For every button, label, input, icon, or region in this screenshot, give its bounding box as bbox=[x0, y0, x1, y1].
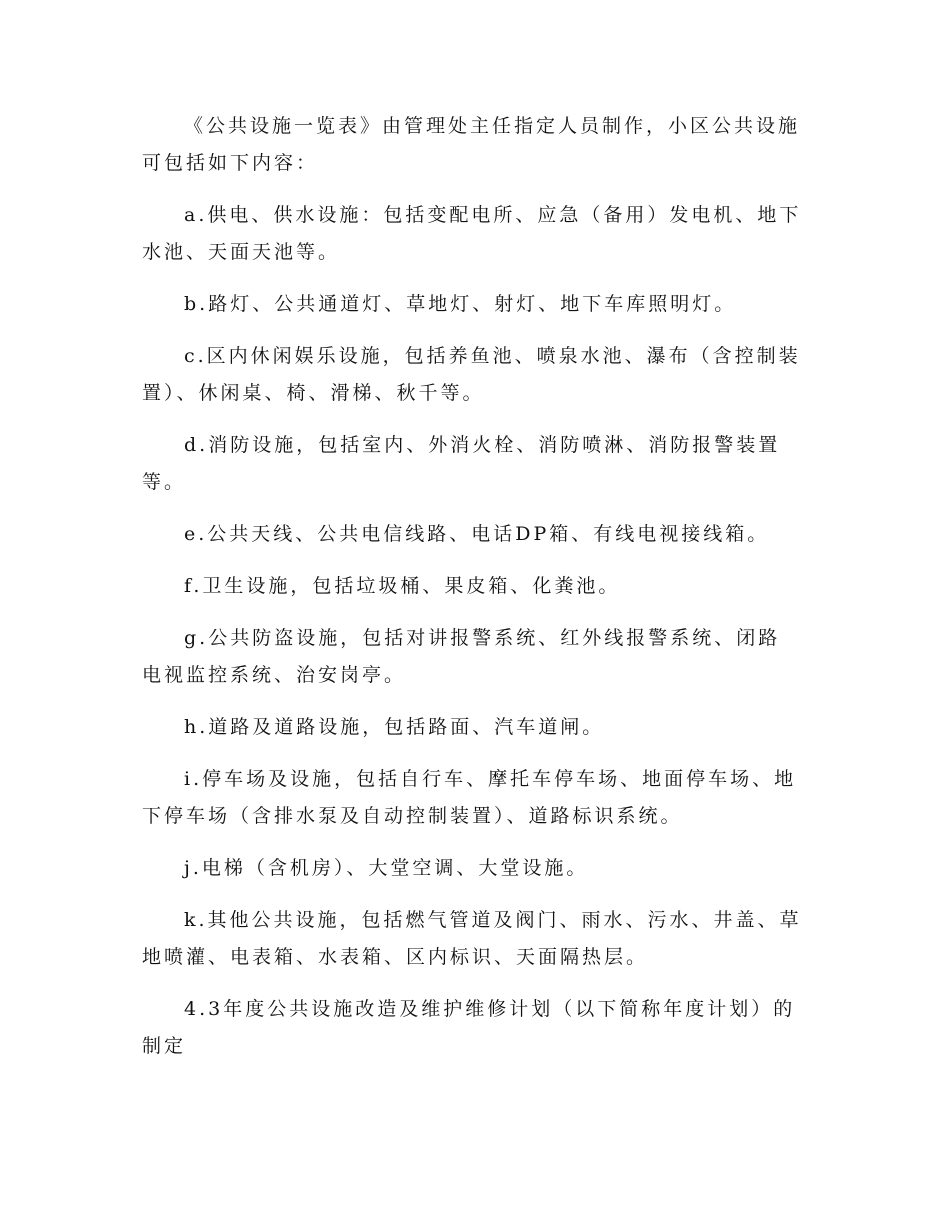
list-item-e: e.公共天线、公共电信线路、电话DP箱、有线电视接线箱。 bbox=[184, 523, 770, 545]
list-item-j: j.电梯（含机房）、大堂空调、大堂设施。 bbox=[184, 857, 589, 879]
list-item-f: f.卫生设施，包括垃圾桶、果皮箱、化粪池。 bbox=[184, 575, 621, 597]
list-item-d: d.消防设施，包括室内、外消火栓、消防喷淋、消防报警装置等。 bbox=[142, 434, 781, 493]
list-item-i: i.停车场及设施，包括自行车、摩托车停车场、地面停车场、地下停车场（含排水泵及自动控制装置）、道路标识系统。 bbox=[142, 768, 797, 827]
list-item-g: g.公共防盗设施，包括对讲报警系统、红外线报警系统、闭路电视监控系统、治安岗亭。 bbox=[142, 627, 781, 686]
document-body bbox=[142, 108, 802, 1080]
list-item-k: k.其他公共设施，包括燃气管道及阀门、雨水、污水、井盖、草地喷灌、电表箱、水表箱、区内标识、天面隔热层。 bbox=[142, 909, 802, 968]
list-item-a: a.供电、供水设施：包括变配电所、应急（备用）发电机、地下水池、天面天池等。 bbox=[142, 204, 802, 263]
list-item-c: c.区内休闲娱乐设施，包括养鱼池、喷泉水池、瀑布（含控制装置）、休闲桌、椅、滑梯、秋千等。 bbox=[142, 345, 801, 404]
intro-paragraph: 《公共设施一览表》由管理处主任指定人员制作，小区公共设施可包括如下内容： bbox=[142, 115, 801, 174]
list-item-h: h.道路及道路设施，包括路面、汽车道闸。 bbox=[184, 716, 605, 738]
list-item-b: b.路灯、公共通道灯、草地灯、射灯、地下车库照明灯。 bbox=[184, 293, 737, 315]
section-heading-4-3: 4.3年度公共设施改造及维护维修计划（以下简称年度计划）的制定 bbox=[142, 998, 796, 1057]
